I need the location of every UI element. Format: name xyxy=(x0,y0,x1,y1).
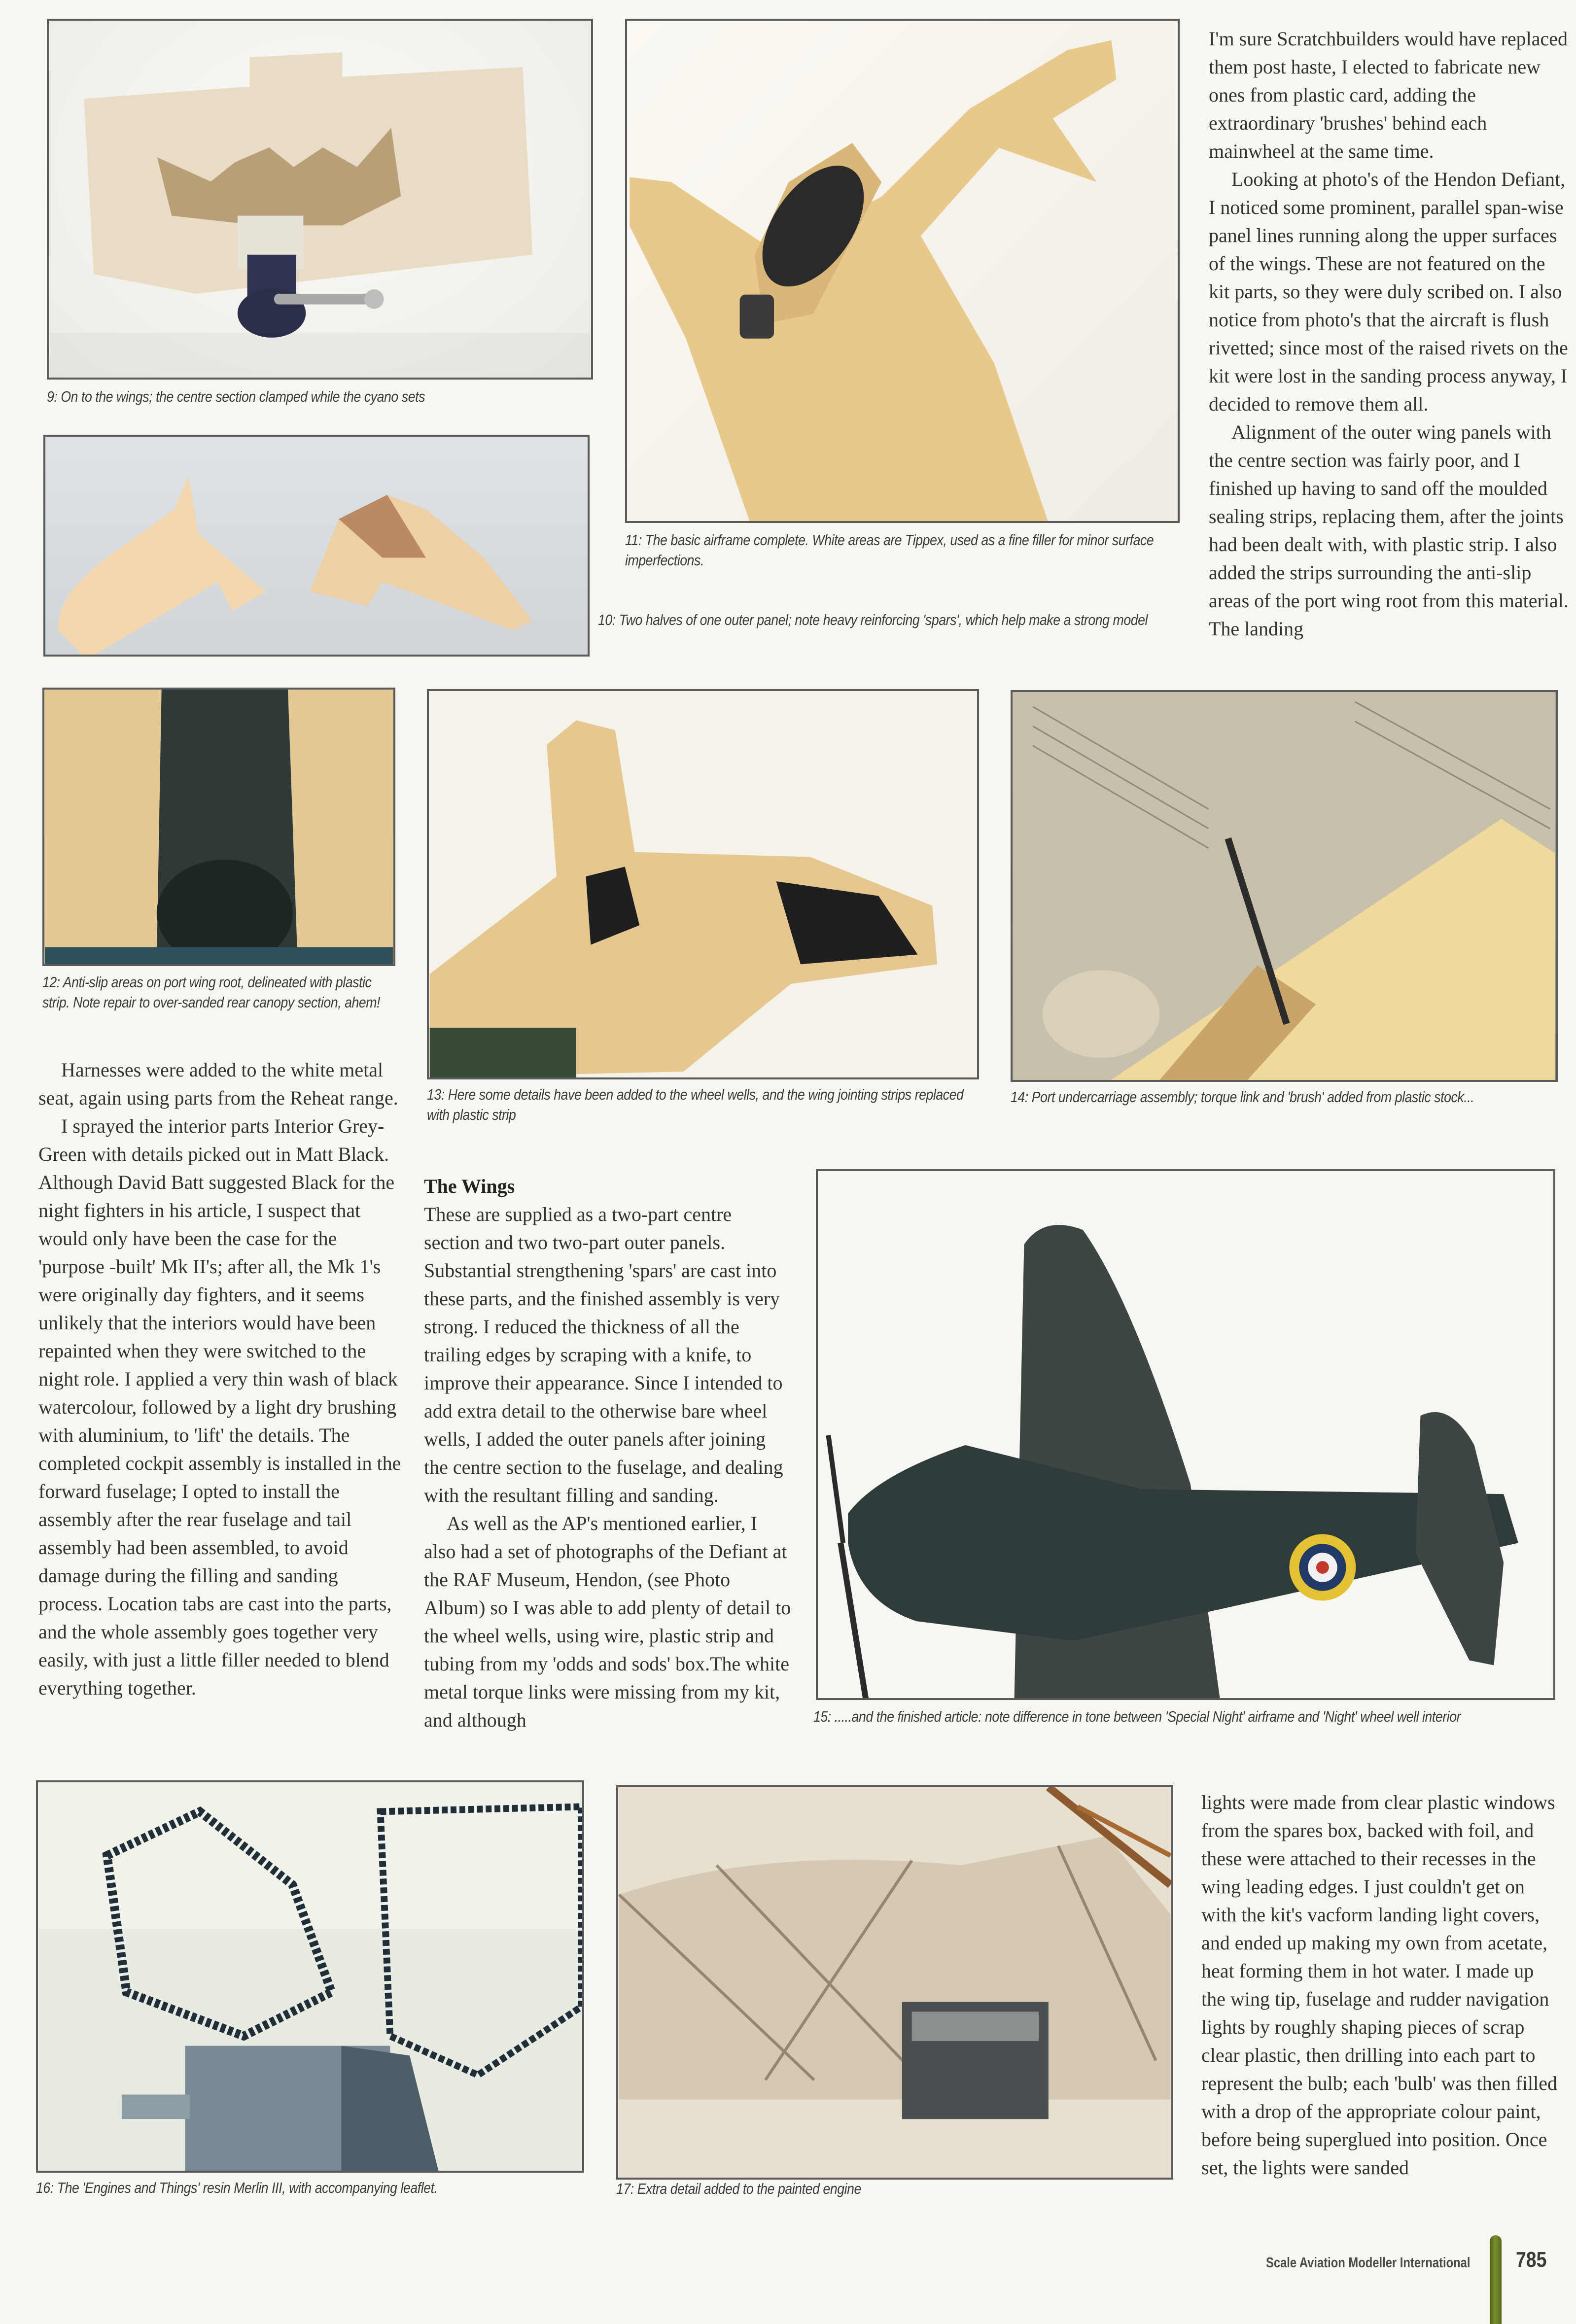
caption-photo-15: 15: .....and the finished article: note difference in tone between 'Special Night' airframe and 'Night' wheel well interior xyxy=(813,1708,1461,1725)
wheel-wells-illustration xyxy=(429,691,977,1077)
paragraph: As well as the AP's mentioned earlier, I also had a set of photographs of the Defiant at the RAF Museum, Hendon, (see Photo Album) so I was able to add plenty of detail to the wheel wells, using wire, plastic strip and tubing from my 'odds and sods' box.The white metal torque links were missing from my kit, and although xyxy=(424,1512,791,1731)
photo-12-anti-slip-areas xyxy=(42,688,395,966)
caption-photo-10: 10: Two halves of one outer panel; note heavy reinforcing 'spars', which help make a strong model xyxy=(598,611,1148,628)
photo-16-resin-merlin-engine xyxy=(36,1780,584,2173)
caption-photo-11: 11: The basic airframe complete. White areas are Tippex, used as a fine filler for minor surface imperfections. xyxy=(625,531,1154,569)
caption-photo-12: 12: Anti-slip areas on port wing root, delineated with plastic strip. Note repair to over-sanded rear canopy section, ahem! xyxy=(42,973,381,1011)
merlin-engine-illustration xyxy=(38,1782,582,2171)
caption-photo-13: 13: Here some details have been added to the wheel wells, and the wing jointing strips replaced with plastic strip xyxy=(427,1086,964,1123)
article-column-right-top xyxy=(1209,25,1569,643)
photo-17-painted-engine xyxy=(616,1785,1173,2180)
undercarriage-illustration xyxy=(1013,692,1556,1080)
airframe-illustration xyxy=(627,21,1178,521)
caption-photo-14: 14: Port undercarriage assembly; torque link and 'brush' added from plastic stock... xyxy=(1011,1088,1474,1106)
photo-10-outer-panel-halves xyxy=(43,435,590,657)
paragraph: I'm sure Scratchbuilders would have replaced them post haste, I elected to fabricate new ones from plastic card, adding the extraordinary 'brushes' behind each mainwheel at the same time. xyxy=(1209,28,1568,162)
section-heading-the-wings: The Wings xyxy=(424,1175,515,1197)
photo-11-basic-airframe xyxy=(625,19,1180,523)
wing-root-illustration xyxy=(44,690,393,964)
photo-15-finished-model xyxy=(816,1169,1555,1700)
paragraph: I sprayed the interior parts Interior Grey-Green with details picked out in Matt Black. Although David Batt suggested Black for the night fighters in his article, I suspect that would only have been the case for the 'purpose -built' Mk II's; after all, the Mk 1's were originally day fighters, and it seems unlikely that the interiors would have been repainted when they were switched to the night role. I applied a very thin wash of black watercolour, followed by a light dry brushing with aluminium, to 'lift' the details. The completed cockpit assembly is installed in the forward fuselage; I opted to install the assembly after the rear fuselage and tail assembly had been assembled, to avoid damage during the filling and sanding process. Location tabs are cast into the parts, and the whole assembly goes together very easily, with just a little filler needed to blend everything together. xyxy=(38,1115,401,1699)
caption-photo-9: 9: On to the wings; the centre section clamped while the cyano sets xyxy=(47,388,425,405)
paragraph: Alignment of the outer wing panels with the centre section was fairly poor, and I finished up having to sand off the moulded sealing strips, replacing them, after the joints had been dealt with, with plastic strip. I also added the strips surrounding the anti-slip areas of the port wing root from this material. The landing xyxy=(1209,421,1569,640)
paragraph: These are supplied as a two-part centre section and two two-part outer panels. Substantial strengthening 'spars' are cast into these parts, and the finished assembly is very strong. I reduced the thickness of all the trailing edges by scraping with a knife, to improve their appearance. Since I intended to add extra detail to the otherwise bare wheel wells, I added the outer panels after joining the centre section to the fuselage, and dealing with the resultant filling and sanding. xyxy=(424,1203,783,1506)
article-column-right-bottom xyxy=(1201,1788,1561,2182)
paragraph: lights were made from clear plastic windows from the spares box, backed with foil, and these were attached to their recesses in the wing leading edges. I just couldn't get on with the kit's vacform landing light covers, and ended up making my own from acetate, heat forming them in hot water. I made up the wing tip, fuselage and rudder navigation lights by roughly shaping pieces of scrap clear plastic, then drilling into each part to represent the bulb; each 'bulb' was then filled with a drop of the appropriate colour paint, before being superglued into position. Once set, the lights were sanded xyxy=(1201,1791,1557,2179)
article-column-left-middle xyxy=(38,1056,403,1702)
paragraph: Harnesses were added to the white metal seat, again using parts from the Reheat range. xyxy=(38,1059,398,1109)
photo-13-wheel-wells xyxy=(427,689,979,1079)
caption-photo-16: 16: The 'Engines and Things' resin Merlin III, with accompanying leaflet. xyxy=(36,2179,438,2196)
caption-photo-17: 17: Extra detail added to the painted engine xyxy=(616,2180,861,2197)
paragraph: Looking at photo's of the Hendon Defiant, I noticed some prominent, parallel span-wise panel lines running along the upper surfaces of the wings. These are not featured on the kit parts, so they were duly scribed on. I also notice from photo's that the aircraft is flush rivetted; since most of the raised rivets on the kit were lost in the sanding process anyway, I decided to remove them all. xyxy=(1209,168,1568,415)
painted-engine-illustration xyxy=(618,1787,1171,2178)
wing-panels-illustration xyxy=(45,437,588,655)
page-accent-bar xyxy=(1490,2235,1502,2324)
wing-section-illustration xyxy=(49,21,591,378)
photo-14-port-undercarriage xyxy=(1011,690,1558,1082)
photo-9-centre-section-clamp xyxy=(47,19,593,380)
publication-name: Scale Aviation Modeller International xyxy=(1266,2255,1471,2271)
page-number: 785 xyxy=(1516,2248,1547,2272)
article-column-center-middle xyxy=(424,1172,791,1734)
finished-aircraft-illustration xyxy=(818,1171,1553,1698)
